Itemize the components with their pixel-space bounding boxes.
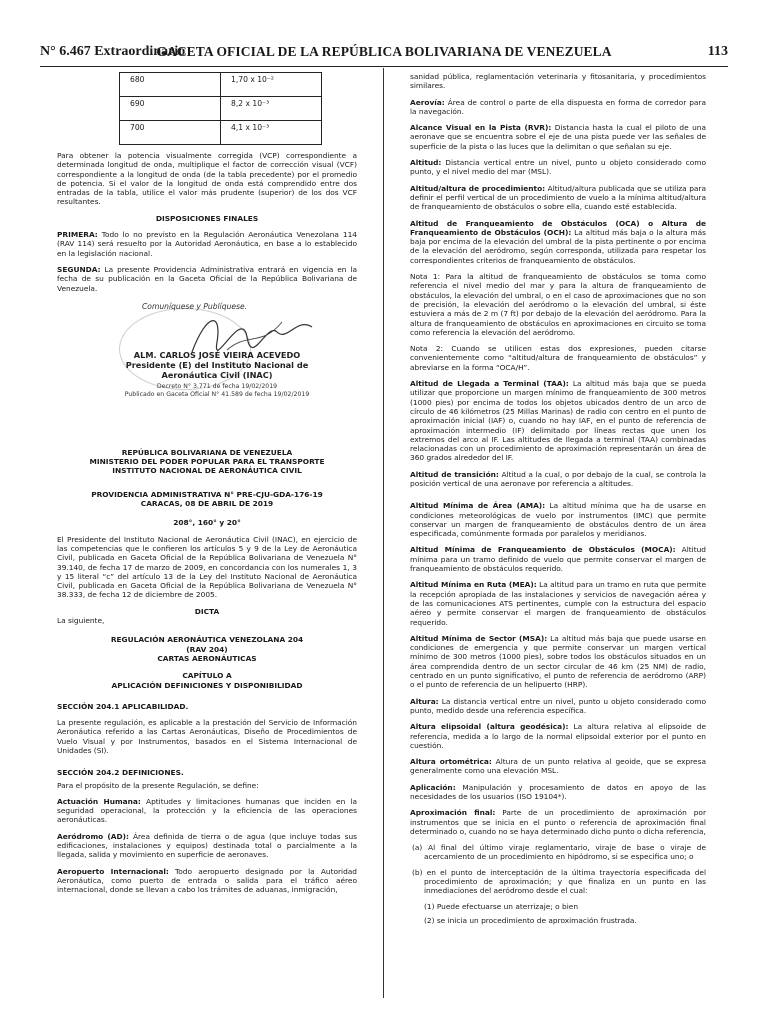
definition (410, 98, 706, 117)
definition-text: Altitud/altura publicada que se utiliza para definir el perfil vertical de un procedimiento de vuelo a la mínima altitud/altura de franqueamiento de obstáculos o sobre ella, cuando esté establecida. (410, 183, 706, 212)
signatory-name (97, 350, 337, 380)
institution-line: INSTITUTO NACIONAL DE AERONÁUTICA CIVIL (112, 466, 302, 476)
regulation-title (57, 635, 357, 663)
vcf-table (119, 72, 322, 145)
segunda-text: La presente Providencia Administrativa entrará en vigencia en la fecha de su publicación en la Gaceta Oficial de la República Bolivariana de Venezuela. (57, 264, 357, 293)
section-heading: SECCIÓN 204.2 DEFINICIONES. (57, 768, 184, 778)
definition (410, 123, 706, 151)
section-heading: DISPOSICIONES FINALES (155, 213, 259, 223)
definition-text: Altitud a la cual, o por debajo de la cual, se controla la posición vertical de una aeronave por referencia a altitudes. (410, 469, 706, 488)
definition (57, 832, 357, 860)
proposito-paragraph: Para el propósito de la presente Regulación, se define: (57, 780, 259, 790)
left-column (57, 72, 357, 902)
stamp-text: Comuníquese y Publíquese. (142, 301, 248, 311)
definition (410, 501, 706, 538)
wavelength-cell: 700 (120, 121, 221, 145)
definition (410, 184, 706, 212)
definition-text: La distancia vertical entre un nivel, punto u objeto considerado como punto, medido desde una referencia específica. (410, 696, 706, 715)
definition-term: Altitud: (410, 158, 442, 168)
vcf-cell: 1,70 x 10⁻² (221, 73, 322, 97)
definition-term: Altura elipsoidal (altura geodésica): (410, 722, 569, 732)
signatory-role: Aeronáutica Civil (INAC) (161, 369, 273, 380)
definition (410, 757, 706, 776)
definition (410, 580, 706, 626)
gazette-header (40, 38, 728, 67)
definition-term: Aerovía: (410, 97, 445, 107)
table-row (120, 73, 322, 97)
providencia-date: CARACAS, 08 DE ABRIL DE 2019 (140, 499, 274, 509)
signature-block (57, 300, 357, 428)
definition-term: Alcance Visual en la Pista (RVR): (410, 123, 552, 133)
wavelength-cell: 690 (120, 97, 221, 121)
institution-line: REPÚBLICA BOLIVARIANA DE VENEZUELA (121, 447, 293, 457)
definition-text: La altitud más baja o la altura más baja por encima de la elevación del umbral de la pista pertinente o por encima de la elevación del aeródromo, según corresponda, utilizada para respetar los correspondientes criterios de franqueamiento de obstáculos. (410, 227, 706, 265)
definition-text: Altitud mínima para un tramo definido de vuelo que permite conservar el margen de franqueamiento de obstáculos requerido. (410, 545, 706, 574)
definition-term: Altitud Mínima de Sector (MSA): (410, 633, 548, 643)
dicta-heading: DICTA (194, 606, 220, 616)
definition (410, 783, 706, 802)
primera-label: PRIMERA: (57, 230, 98, 240)
signatory-name-text: ALM. CARLOS JOSÉ VIEIRA ACEVEDO (133, 349, 301, 360)
chapter-line: APLICACIÓN DEFINICIONES Y DISPONIBILIDAD (111, 680, 303, 690)
note: Nota 2: Cuando se utilicen estas dos expresiones, pueden citarse convenientemente como “altitud/altura de franqueamiento de obstáculos” y abreviarse en la forma “OCA/H”. (410, 344, 706, 372)
sub-list-item: (1) Puede efectuarse un aterrizaje; o bien (424, 901, 579, 911)
years-line: 208°, 160° y 20° (173, 518, 241, 528)
vcf-cell: 8,2 x 10⁻³ (221, 97, 322, 121)
definition (57, 867, 357, 895)
definition (410, 219, 706, 265)
definition (410, 634, 706, 690)
definition-term: Altitud de transición: (410, 469, 499, 479)
chapter-line: CAPÍTULO A (182, 671, 232, 681)
regulation-line: CARTAS AERONÁUTICAS (157, 653, 257, 663)
definition-text: Parte de un procedimiento de aproximación por instrumentos que se inicia en el punto o referencia de aproximación final determinado o, cuando no se haya determinado dicho punto o dicha referencia, (410, 808, 706, 836)
definition-text: Aptitudes y limitaciones humanas que inciden en la seguridad operacional, la protección y la eficiencia de las operaciones aeronáuticas. (57, 796, 357, 825)
sub-list-item: (2) se inicia un procedimiento de aproximación frustrada. (424, 915, 637, 925)
definition-text: La altitud mínima que ha de usarse en condiciones meteorológicas de vuelo por instrumentos (IMC) que permite conservar un margen de franqueamiento de obstáculos dentro de un área especificada, comúnmente formada por paralelos y meridianos. (410, 501, 706, 539)
gazette-title: GACETA OFICIAL DE LA REPÚBLICA BOLIVARIANA DE VENEZUELA (156, 44, 612, 59)
definition-term: Altitud/altura de procedimiento: (410, 183, 546, 193)
definition-text: Todo aeropuerto designado por la Autoridad Aeronáutica, como puerto de entrada o salida para el tráfico aéreo internacional, donde se llevan a cabo los trámites de aduanas, inmigración, (57, 866, 357, 895)
definition (410, 158, 706, 177)
providencia-number: PROVIDENCIA ADMINISTRATIVA N° PRE-CJU-GDA-176-19 (91, 489, 323, 499)
definition-term: Aeropuerto Internacional: (57, 866, 169, 876)
definition-text: Manipulación y procesamiento de datos en apoyo de las necesidades de los usuarios (ISO 19104*). (410, 782, 706, 801)
segunda-paragraph (57, 265, 357, 293)
definition (410, 470, 706, 489)
chapter-title (57, 671, 357, 690)
president-paragraph: El Presidente del Instituto Nacional de Aeronáutica Civil (INAC), en ejercicio de las competencias que le confieren los artículos 5 y 9 de la Ley de Aeronáutica Civil, publicada en Gaceta Oficial de la República Bolivariana de Venezuela N° 39.140, de fecha 17 de marzo de 2009, en concordancia con los numerales 1, 3 y 15 literal “c” del artículo 13 de la Ley del Instituto Nacional de Aeronáutica Civil, publicada en Gaceta Oficial de la República Bolivariana de Venezuela N° 38.333, de fecha 12 de diciembre de 2005. (57, 534, 357, 600)
table-row (120, 97, 322, 121)
definition-term: Altura ortométrica: (410, 757, 492, 767)
definition (410, 722, 706, 750)
vcf-cell: 4,1 x 10⁻³ (221, 121, 322, 145)
definition-text: La altitud más baja que puede usarse en condiciones de emergencia y que permite conservar un margen vertical mínimo de 300 metros (1000 pies), sobre todos los obstáculos situados en un área comprendida dentro de un sector circular de 46 km (25 NM) de radio, centrado en un punto significativo, el punto de referencia de aeródromo (ARP) o el punto de referencia de un helipuerto (HRP). (410, 633, 706, 690)
definition-term: Altitud Mínima de Área (AMA): (410, 501, 546, 511)
primera-paragraph (57, 230, 357, 258)
column-divider (383, 68, 384, 998)
segunda-label: SEGUNDA: (57, 264, 101, 274)
note: Nota 1: Para la altitud de franqueamiento de obstáculos se toma como referencia el nivel medio del mar y para la altura de franqueamiento de obstáculos, la elevación del umbral, o en el caso de aproximaciones que no son de precisión, la elevación del aeródromo o la elevación del umbral, si éste estuviera a más de 2 m (7 ft) por debajo de la elevación del aeródromo. Para la altura de franqueamiento de obstáculos en aproximaciones en circuito se toma como referencia la elevación del aeródromo. (410, 272, 706, 337)
regulation-line: REGULACIÓN AERONÁUTICA VENEZOLANA 204 (110, 635, 304, 645)
decree-reference: Decreto N° 3.771 de fecha 19/02/2019 (156, 382, 278, 390)
definition-term: Altitud de Franqueamiento de Obstáculos (OCA) o Altura de Franqueamiento de Obstáculos (OCH): (410, 218, 706, 237)
list-item: (a) Al final del último viraje reglamentario, viraje de base o viraje de acercamiento de un procedimiento en hipódromo, si se especifica uno; o (412, 843, 706, 862)
signatory-role: Presidente (E) del Instituto Nacional de (125, 359, 309, 370)
gazette-reference: Publicado en Gaceta Oficial N° 41.589 de fecha 19/02/2019 (124, 390, 310, 398)
wavelength-cell: 680 (120, 73, 221, 97)
definition-term: Aproximación final: (410, 808, 496, 818)
definition-text: La altura relativa al elipsoide de referencia, medida a lo largo de la normal elipsoidal exterior por el punto en cuestión. (410, 722, 706, 750)
definition-text: Altura de un punto relativa al geoide, que se expresa generalmente como una elevación MSL. (410, 757, 706, 776)
primera-text: Todo lo no previsto en la Regulación Aeronáutica Venezolana 114 (RAV 114) será resuelto por la Autoridad Aeronáutica, en base a lo establecido en la legislación nacional. (57, 230, 357, 258)
definition-text: La altitud para un tramo en ruta que permite la recepción apropiada de las instalaciones y servicios de navegación aérea y de las comunicaciones ATS pertinentes, cumple con la estructura del espacio aéreo y permite conservar el margen de franqueamiento de obstáculos requerido. (410, 580, 706, 627)
institution-line: MINISTERIO DEL PODER POPULAR PARA EL TRANSPORTE (89, 457, 325, 467)
definition (57, 797, 357, 825)
siguiente-text: La siguiente, (57, 616, 105, 626)
page-number: 113 (707, 44, 728, 59)
issue-number: N° 6.467 Extraordinario (40, 44, 186, 59)
definition (410, 379, 706, 463)
definition-text: Distancia vertical entre un nivel, punto u objeto considerado como punto, y el nivel medio del mar (MSL). (410, 158, 706, 177)
definition-text: Distancia hasta la cual el piloto de una aeronave que se encuentra sobre el eje de una pista puede ver las señales de superficie de la pista o las luces que la delimitan o que señalan su eje. (410, 123, 706, 151)
definition-term: Altitud de Llegada a Terminal (TAA): (410, 379, 569, 389)
definition (410, 808, 706, 836)
institution-header (57, 448, 357, 476)
aplicabilidad-paragraph: La presente regulación, es aplicable a la prestación del Servicio de Información Aeronáutica referido a las Cartas Aeronáuticas, Diseño de Procedimientos de Vuelo Visual y por Instrumentos, basados en el Sistema Internacional de Unidades (SI). (57, 718, 357, 755)
definition-text: Área definida de tierra o de agua (que incluye todas sus edificaciones, instalaciones y equipos) destinada total o parcialmente a la llegada, salida y movimiento en superficie de aeronaves. (57, 831, 357, 860)
right-column (410, 72, 706, 930)
definition (410, 545, 706, 573)
vcp-paragraph: Para obtener la potencia visualmente corregida (VCP) correspondiente a determinada longitud de onda, multiplique el factor de corrección visual (VCF) correspondiente a la longitud de onda (de la tabla precedente) por el promedio de potencia. Si el valor de la longitud de onda está comprendido entre dos entradas de la tabla, utilice el valor más prudente (superior) de los dos VCF resultantes. (57, 151, 357, 207)
continued-paragraph: sanidad pública, reglamentación veterinaria y fitosanitaria, y procedimientos similares. (410, 72, 706, 91)
definition (410, 697, 706, 716)
definition-term: Aplicación: (410, 782, 456, 792)
definition-term: Altitud Mínima en Ruta (MEA): (410, 580, 537, 590)
providencia-heading (57, 490, 357, 509)
definition-term: Actuación Humana: (57, 796, 141, 806)
section-heading: SECCIÓN 204.1 APLICABILIDAD. (57, 701, 189, 711)
definition-text: La altitud más baja que se pueda utilizar que proporcione un margen mínimo de franqueamiento de 300 metros (1000 pies) por encima de todos los objetos ubicados dentro de un arco de círculo de 46 kilómetros (25 Millas Marinas) de radio con centro en el punto de aproximación inicial (IAF) o, cuando no hay IAF, en el punto de referencia de aproximación intermedio (IF) delimitado por líneas rectas que unen los extremos del arco al IF. Las altitudes de llegada a terminal (TAA) combinadas relacionadas con un procedimiento de aproximación representarán un área de 360 grados alrededor del IF. (410, 379, 706, 463)
definition-term: Altitud Mínima de Franqueamiento de Obstáculos (MOCA): (410, 545, 676, 555)
definition-term: Altura: (410, 696, 439, 706)
table-row (120, 121, 322, 145)
definition-text: Área de control o parte de ella dispuesta en forma de corredor para la navegación. (410, 97, 706, 116)
regulation-line: (RAV 204) (186, 644, 228, 654)
definition-term: Aeródromo (AD): (57, 831, 129, 841)
list-item: (b) en el punto de interceptación de la última trayectoria especificada del procedimiento de aproximación; y que finaliza en un punto en las inmediaciones del aeródromo desde el cual: (412, 867, 706, 896)
